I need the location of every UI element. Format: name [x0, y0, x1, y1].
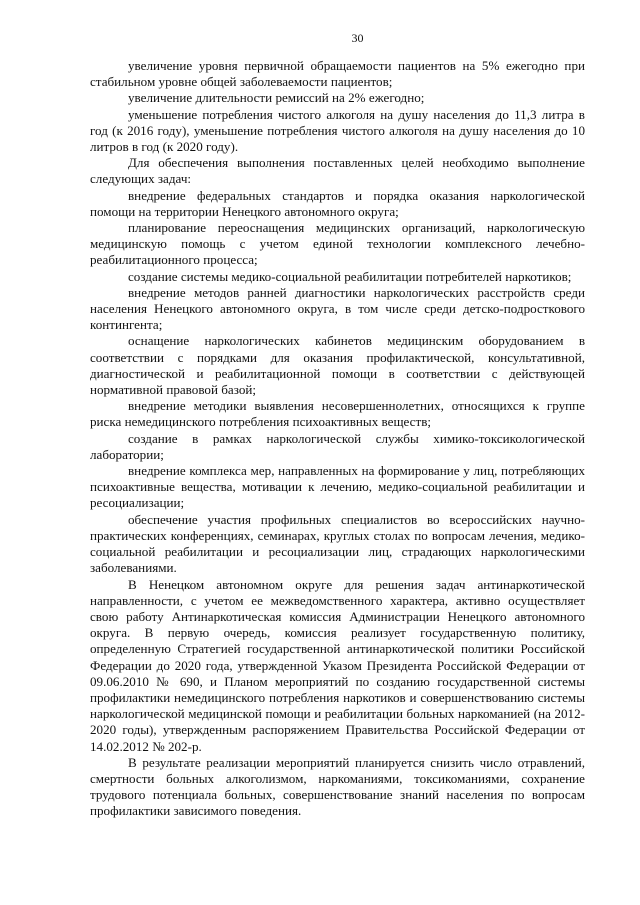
paragraph-2: увеличение длительности ремиссий на 2% ежегодно;: [128, 90, 425, 106]
paragraph-3: уменьшение потребления чистого алкоголя на душу населения до 11,3 литра в год (к 2016 году), уменьшение потребления чистого алкоголя на душу населения до 10 литров в год (к 2020 году).: [90, 106, 585, 155]
paragraph-9: оснащение наркологических кабинетов медицинским оборудованием в соответствии с порядками для оказания профилактической, консультативной, диагностической и реабилитационной помощи в соответствии с действующей нормативной правовой базой;: [90, 333, 585, 398]
paragraph-15: В результате реализации мероприятий планируется снизить число отравлений, смертности больных алкоголизмом, наркоманиями, токсикоманиями, сохранение трудового потенциала больных, совершенствование знаний населения по вопросам профилактики зависимого поведения.: [90, 754, 585, 819]
paragraph-7: создание системы медико-социальной реабилитации потребителей наркотиков;: [128, 268, 572, 284]
paragraph-13: обеспечение участия профильных специалистов во всероссийских научно-практических конференциях, семинарах, круглых столах по вопросам лечения, медико-социальной реабилитации и ресоциализации лиц, страдающих наркологическими заболеваниями.: [90, 511, 585, 576]
page-number: 30: [351, 31, 364, 45]
paragraph-1: увеличение уровня первичной обращаемости пациентов на 5% ежегодно при стабильном уровне общей заболеваемости пациентов;: [90, 58, 585, 90]
paragraph-10: внедрение методики выявления несовершеннолетних, относящихся к группе риска немедицинского потребления психоактивных веществ;: [90, 398, 585, 430]
paragraph-14: В Ненецком автономном округе для решения задач антинаркотической направленности, с учетом ее межведомственного характера, активно осуществляет свою работу Антинаркотическая комиссия Администрации Ненецкого автономного округа. В первую очередь, комиссия реализует государственную политику, определенную Стратегией государственной антинаркотической политики Российской Федерации до 2020 года, утвержденной Указом Президента Российской Федерации от 09.06.2010 № 690, и Планом мероприятий по созданию государственной системы профилактики немедицинского потребления наркотиков и совершенствованию системы наркологической медицинской помощи и реабилитации больных наркоманией (на 2012-2020 годы), утвержденным распоряжением Правительства Российской Федерации от 14.02.2012 № 202-р.: [90, 576, 585, 754]
paragraph-6: планирование переоснащения медицинских организаций, наркологическую медицинскую помощь с учетом единой технологии комплексного лечебно-реабилитационного процесса;: [90, 220, 585, 268]
paragraph-4: Для обеспечения выполнения поставленных целей необходимо выполнение следующих задач:: [90, 155, 585, 187]
paragraph-5: внедрение федеральных стандартов и порядка оказания наркологической помощи на территории Ненецкого автономного округа;: [90, 187, 585, 219]
paragraph-11: создание в рамках наркологической службы химико-токсикологической лаборатории;: [90, 430, 585, 462]
paragraph-8: внедрение методов ранней диагностики наркологических расстройств среди населения Ненецкого автономного округа, в том числе среди детско-подросткового контингента;: [90, 284, 585, 333]
paragraph-12: внедрение комплекса мер, направленных на формирование у лиц, потребляющих психоактивные вещества, мотивации к лечению, медико-социальной реабилитации и ресоциализации;: [90, 463, 585, 511]
